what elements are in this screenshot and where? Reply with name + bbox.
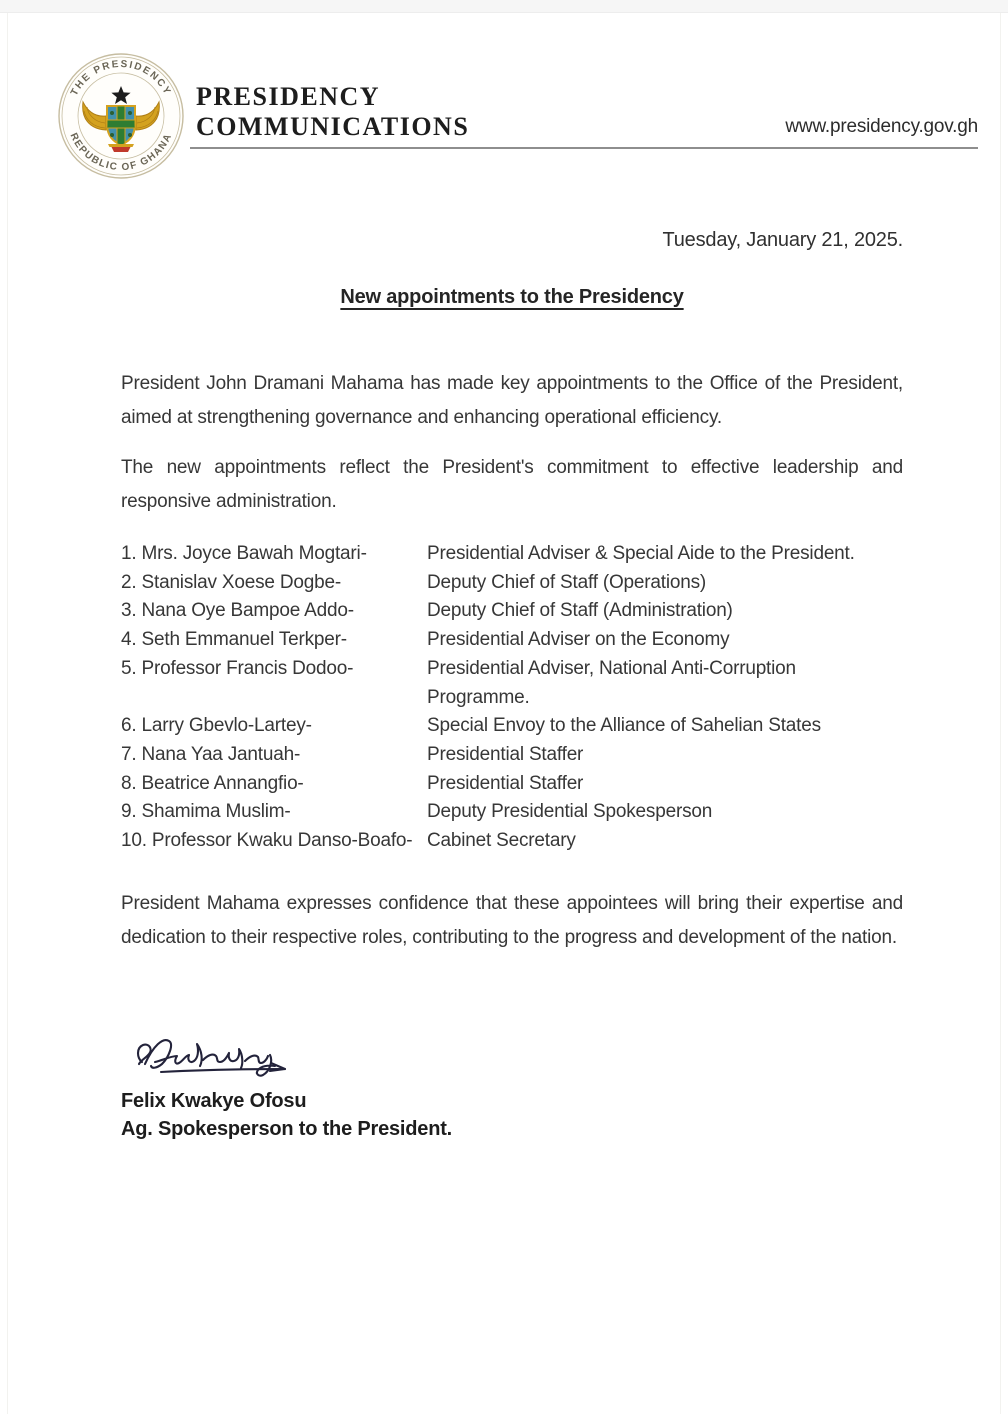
appointment-row [121, 655, 903, 712]
appointee-name: 7. Nana Yaa Jantuah- [121, 743, 301, 765]
website-url: www.presidency.gov.gh [785, 116, 978, 137]
document-title-text: New appointments to the Presidency [340, 286, 684, 308]
appointee-role: Presidential Staffer [427, 743, 584, 765]
appointee-role: Deputy Presidential Spokesperson [427, 801, 713, 823]
appointee-role: Presidential Adviser & Special Aide to the President. [427, 543, 855, 564]
brand-line1: PRESIDENCY [196, 82, 381, 111]
signature-block [121, 1087, 452, 1143]
appointment-row [121, 827, 903, 856]
appointee-role: Cabinet Secretary [427, 830, 576, 852]
appointment-row [121, 626, 903, 655]
intro-paragraph-1: President John Dramani Mahama has made key appointments to the Office of the President, aimed at strengthening governance and enhancing operational efficiency. [121, 373, 903, 428]
signer-name: Felix Kwakye Ofosu [121, 1090, 307, 1112]
appointee-role: Presidential Adviser, National Anti-Corruption Programme. [427, 657, 796, 708]
appointments-list [121, 540, 903, 856]
document-title [121, 286, 903, 309]
appointee-role: Deputy Chief of Staff (Administration) [427, 600, 733, 622]
appointment-row [121, 712, 903, 741]
appointment-row [121, 597, 903, 626]
appointee-name: 6. Larry Gbevlo-Lartey- [121, 715, 312, 737]
appointment-row [121, 540, 903, 569]
scan-top-edge [0, 0, 1008, 13]
appointee-name: 9. Shamima Muslim- [121, 801, 291, 823]
presidency-seal-icon [55, 50, 187, 182]
scan-left-edge [7, 13, 8, 1414]
brand-line2: COMMUNICATIONS [196, 112, 470, 141]
appointee-name: 10. Professor Kwaku Danso-Boafo- [121, 830, 413, 852]
appointee-role: Deputy Chief of Staff (Operations) [427, 571, 707, 593]
intro-paragraph-2: The new appointments reflect the President's commitment to effective leadership and responsive administration. [121, 457, 903, 512]
appointee-name: 8. Beatrice Annangfio- [121, 772, 304, 794]
seal-top-text: THE PRESIDENCY [68, 58, 174, 98]
appointee-role: Presidential Staffer [427, 772, 584, 794]
appointee-role: Presidential Adviser on the Economy [427, 629, 730, 651]
appointment-row [121, 798, 903, 827]
scan-right-edge [1000, 13, 1001, 1414]
appointment-row [121, 770, 903, 799]
closing-paragraph: President Mahama expresses confidence that these appointees will bring their expertise and dedication to their respective roles, contributing to the progress and development of the nation. [121, 893, 903, 948]
appointee-name: 5. Professor Francis Dodoo- [121, 657, 354, 679]
appointment-row [121, 741, 903, 770]
signature-image [133, 1020, 318, 1080]
seal-bottom-text: REPUBLIC OF GHANA [67, 131, 175, 174]
appointee-name: 2. Stanislav Xoese Dogbe- [121, 571, 341, 593]
appointee-name: 3. Nana Oye Bampoe Addo- [121, 600, 354, 622]
appointee-role: Special Envoy to the Alliance of Sahelian States [427, 715, 821, 737]
header-divider [190, 147, 978, 149]
appointment-row [121, 569, 903, 598]
document-date: Tuesday, January 21, 2025. [662, 229, 903, 251]
appointee-name: 1. Mrs. Joyce Bawah Mogtari- [121, 543, 367, 564]
signer-title: Ag. Spokesperson to the President. [121, 1118, 453, 1140]
appointee-name: 4. Seth Emmanuel Terkper- [121, 629, 347, 651]
